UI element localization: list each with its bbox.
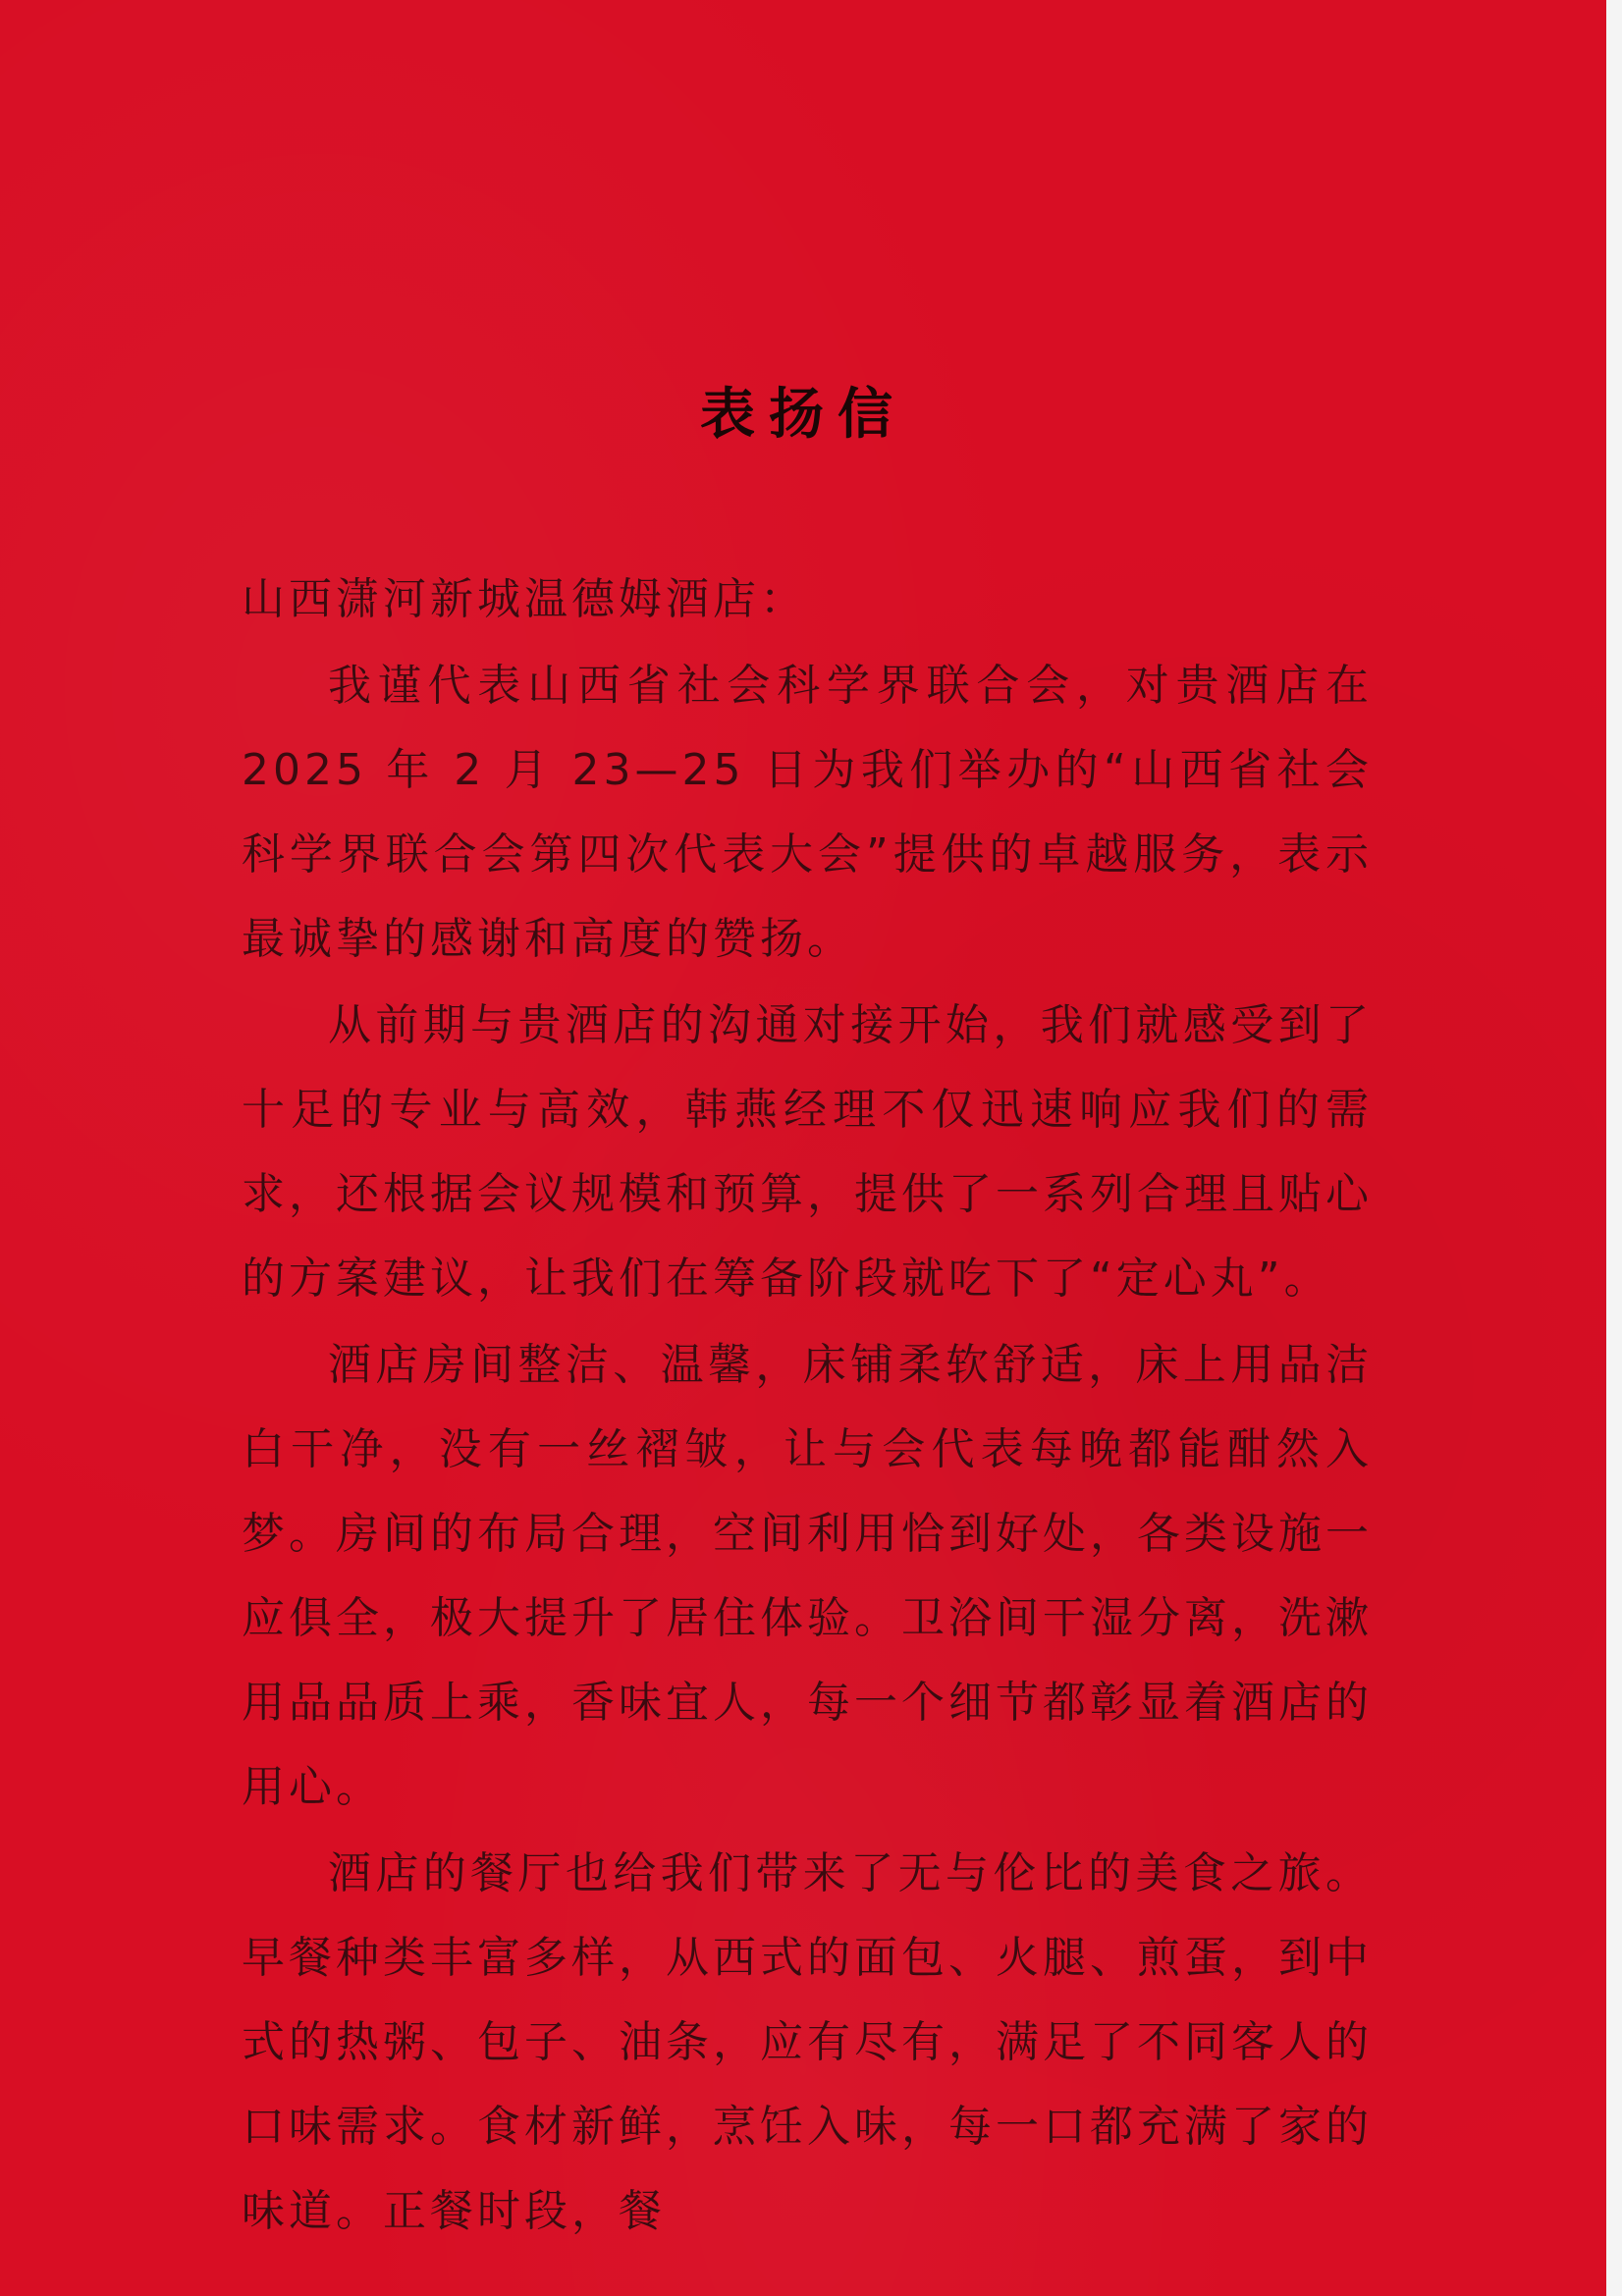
paragraph-4: 酒店的餐厅也给我们带来了无与伦比的美食之旅。早餐种类丰富多样，从西式的面包、火腿、煎蛋，到中式的热粥、包子、油条，应有尽有，满足了不同客人的口味需求。食材新鲜，烹饪入味，每一口都充满了家的味道。正餐时段，餐: [242, 1848, 1373, 2236]
paragraph-3: 酒店房间整洁、温馨，床铺柔软舒适，床上用品洁白干净，没有一丝褶皱，让与会代表每晚都能酣然入梦。房间的布局合理，空间利用恰到好处，各类设施一应俱全，极大提升了居住体验。卫浴间干湿分离，洗漱用品品质上乘，香味宜人，每一个细节都彰显着酒店的用心。: [242, 1340, 1373, 1812]
salutation: 山西潇河新城温德姆酒店：: [242, 574, 807, 624]
letter-title: 表扬信: [700, 382, 906, 447]
paragraph-2: 从前期与贵酒店的沟通对接开始，我们就感受到了十足的专业与高效，韩燕经理不仅迅速响应我们的需求，还根据会议规模和预算，提供了一系列合理且贴心的方案建议，让我们在筹备阶段就吃下了“定心丸”。: [242, 1000, 1373, 1304]
letter-body: [242, 558, 1373, 2256]
paragraph-1: 我谨代表山西省社会科学界联合会，对贵酒店在 2025 年 2 月 23—25 日为我们举办的“山西省社会科学界联合会第四次代表大会”提供的卓越服务，表示最诚挚的感谢和高度的赞扬。: [242, 661, 1373, 964]
scan-margin: [1606, 0, 1622, 2296]
